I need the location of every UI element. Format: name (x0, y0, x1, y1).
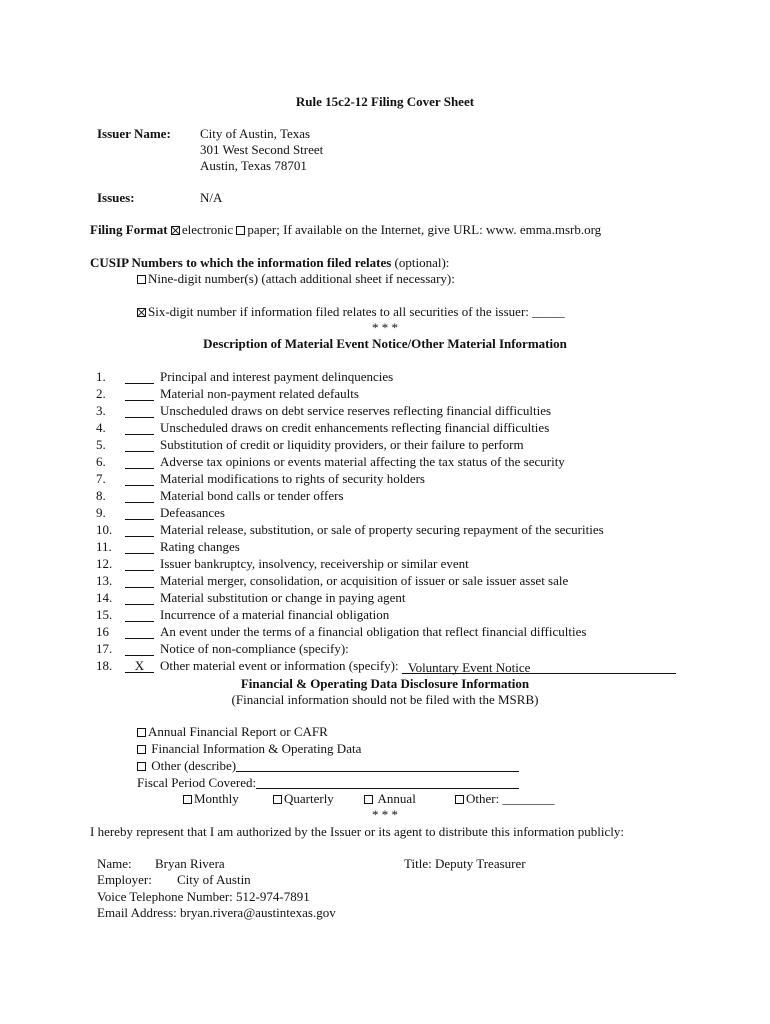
item-label: Rating changes (160, 539, 240, 554)
list-item (0, 522, 770, 539)
item-label: Principal and interest payment delinquencies (160, 369, 394, 384)
item-number: 14. (96, 590, 113, 605)
page-title: Rule 15c2-12 Filing Cover Sheet (295, 94, 475, 109)
list-item (0, 471, 770, 488)
annual-report-checkbox[interactable] (137, 728, 146, 737)
item-check-blank[interactable] (125, 488, 154, 503)
list-item (0, 403, 770, 420)
item-number: 3. (96, 403, 106, 418)
fin-info-row (137, 741, 361, 757)
item-label: Substitution of credit or liquidity providers, or their failure to perform (160, 437, 524, 452)
item-check-blank[interactable] (125, 386, 154, 401)
list-item (0, 369, 770, 386)
issues-value: N/A (200, 190, 223, 205)
item-label (160, 658, 676, 674)
paper-checkbox[interactable] (236, 226, 245, 235)
fin-info-checkbox[interactable] (137, 745, 146, 754)
annual-label: Annual (377, 791, 416, 806)
financial-heading: Financial & Operating Data Disclosure Information (240, 676, 530, 691)
list-item (0, 437, 770, 454)
monthly-checkbox[interactable] (183, 795, 192, 804)
item-check-blank[interactable] (125, 471, 154, 486)
paper-label: paper; If available on the Internet, give URL: www. emma.msrb.org (247, 222, 602, 237)
financial-subheading: (Financial information should not be filed with the MSRB) (231, 692, 539, 707)
item-number: 13. (96, 573, 113, 588)
item-label: Material bond calls or tender offers (160, 488, 344, 503)
list-item (0, 641, 770, 658)
item-check-blank[interactable] (125, 624, 154, 639)
item-check-blank[interactable] (125, 607, 154, 622)
list-item (0, 488, 770, 505)
list-item (0, 607, 770, 624)
other-period-option (455, 791, 554, 807)
list-item (0, 386, 770, 403)
nine-digit-label: Nine-digit number(s) (attach additional sheet if necessary): (148, 271, 455, 286)
annual-checkbox[interactable] (364, 795, 373, 804)
nine-digit-checkbox[interactable] (137, 275, 146, 284)
contact-phone: Voice Telephone Number: 512-974-7891 (97, 889, 310, 904)
list-item (0, 556, 770, 573)
item-number: 16 (96, 624, 109, 639)
item-check-blank[interactable] (125, 454, 154, 469)
item-number: 18. (96, 658, 113, 673)
electronic-checkbox[interactable] (171, 226, 180, 235)
employer-label: Employer: (97, 872, 152, 887)
six-digit-label: Six-digit number if information filed relates to all securities of the issuer: _____ (148, 304, 565, 319)
cusip-heading-bold: CUSIP Numbers to which the information filed relates (90, 255, 392, 270)
issuer-name: City of Austin, Texas (200, 126, 311, 141)
item-label: An event under the terms of a financial obligation that reflect financial difficulties (160, 624, 587, 639)
quarterly-option (273, 791, 334, 807)
item-number: 17. (96, 641, 113, 656)
item-check-blank[interactable] (125, 522, 154, 537)
item-number: 1. (96, 369, 106, 384)
item-check-blank[interactable] (125, 505, 154, 520)
item-label: Adverse tax opinions or events material affecting the tax status of the security (160, 454, 565, 469)
separator-stars: * * * (372, 320, 398, 335)
item-check-blank[interactable] (125, 590, 154, 605)
item-label: Material modifications to rights of security holders (160, 471, 425, 486)
item-number: 4. (96, 420, 106, 435)
list-item (0, 454, 770, 471)
item-label: Unscheduled draws on debt service reserves reflecting financial difficulties (160, 403, 552, 418)
item-check-blank[interactable] (125, 573, 154, 588)
item-label: Unscheduled draws on credit enhancements reflecting financial difficulties (160, 420, 550, 435)
list-item (0, 420, 770, 437)
other-period-label: Other: ________ (466, 791, 555, 806)
cusip-heading-suffix: (optional): (391, 255, 450, 270)
quarterly-label: Quarterly (284, 791, 334, 806)
item-number: 9. (96, 505, 106, 520)
contact-title: Title: Deputy Treasurer (404, 856, 526, 871)
issuer-label: Issuer Name: (97, 126, 171, 141)
list-item (0, 539, 770, 556)
item-label: Material merger, consolidation, or acquisition of issuer or sale issuer asset sale (160, 573, 569, 588)
item-number: 5. (96, 437, 106, 452)
list-item (0, 658, 770, 675)
item-check-blank[interactable] (125, 403, 154, 418)
material-event-heading: Description of Material Event Notice/Other Material Information (203, 336, 567, 351)
six-digit-checkbox[interactable] (137, 308, 146, 317)
contact-email: Email Address: bryan.rivera@austintexas.gov (97, 905, 336, 920)
fiscal-period-row (137, 775, 519, 791)
period-options-row (183, 791, 239, 807)
separator-stars-2: * * * (372, 807, 398, 822)
six-digit-row (137, 304, 565, 320)
item-number: 7. (96, 471, 106, 486)
fiscal-period-field[interactable] (256, 775, 519, 789)
item-label: Material non-payment related defaults (160, 386, 359, 401)
annual-report-label: Annual Financial Report or CAFR (148, 724, 328, 739)
item-check-blank[interactable] (125, 437, 154, 452)
item-label: Notice of non-compliance (specify): (160, 641, 349, 656)
annual-option (364, 791, 416, 807)
quarterly-checkbox[interactable] (273, 795, 282, 804)
fiscal-period-label: Fiscal Period Covered: (137, 775, 257, 790)
filing-format-row (90, 222, 601, 238)
annual-report-row (137, 724, 328, 740)
item-label: Issuer bankruptcy, insolvency, receivership or similar event (160, 556, 469, 571)
other-row (137, 758, 519, 774)
authorization-statement: I hereby represent that I am authorized by the Issuer or its agent to distribute this information publicly: (90, 824, 624, 839)
item-check-blank[interactable] (125, 556, 154, 571)
monthly-label: Monthly (194, 791, 239, 806)
item-check-blank[interactable] (125, 420, 154, 435)
item-check-blank[interactable] (125, 369, 154, 384)
item-check-blank[interactable]: X (125, 658, 154, 673)
item-number: 10. (96, 522, 113, 537)
item-label: Material release, substitution, or sale of property securing repayment of the securities (160, 522, 604, 537)
list-item (0, 624, 770, 641)
list-item (0, 590, 770, 607)
employer-value: City of Austin (177, 872, 251, 887)
other-describe-field[interactable] (236, 758, 519, 772)
item-number: 8. (96, 488, 106, 503)
contact-name: Bryan Rivera (155, 856, 225, 871)
list-item (0, 573, 770, 590)
item-label: Material substitution or change in paying agent (160, 590, 406, 605)
list-item (0, 505, 770, 522)
item-label: Defeasances (160, 505, 225, 520)
nine-digit-row (137, 271, 455, 287)
contact-name-label: Name: (97, 856, 132, 871)
filing-format-label: Filing Format (90, 222, 168, 237)
item-number: 12. (96, 556, 113, 571)
issuer-city: Austin, Texas 78701 (200, 158, 307, 173)
electronic-label: electronic (181, 222, 234, 237)
item-label: Incurrence of a material financial obligation (160, 607, 390, 622)
item-number: 2. (96, 386, 106, 401)
item-number: 15. (96, 607, 113, 622)
item-check-blank[interactable] (125, 641, 154, 656)
item-number: 6. (96, 454, 106, 469)
other-period-checkbox[interactable] (455, 795, 464, 804)
fin-info-label: Financial Information & Operating Data (151, 741, 362, 756)
other-label: Other (describe) (151, 758, 237, 773)
issuer-street: 301 West Second Street (200, 142, 324, 157)
other-checkbox[interactable] (137, 762, 146, 771)
cusip-heading (90, 255, 449, 271)
specify-field[interactable]: Voluntary Event Notice (402, 660, 676, 674)
item-check-blank[interactable] (125, 539, 154, 554)
issues-label: Issues: (97, 190, 135, 205)
item-number: 11. (96, 539, 112, 554)
item-label-text: Other material event or information (specify): (160, 658, 402, 673)
